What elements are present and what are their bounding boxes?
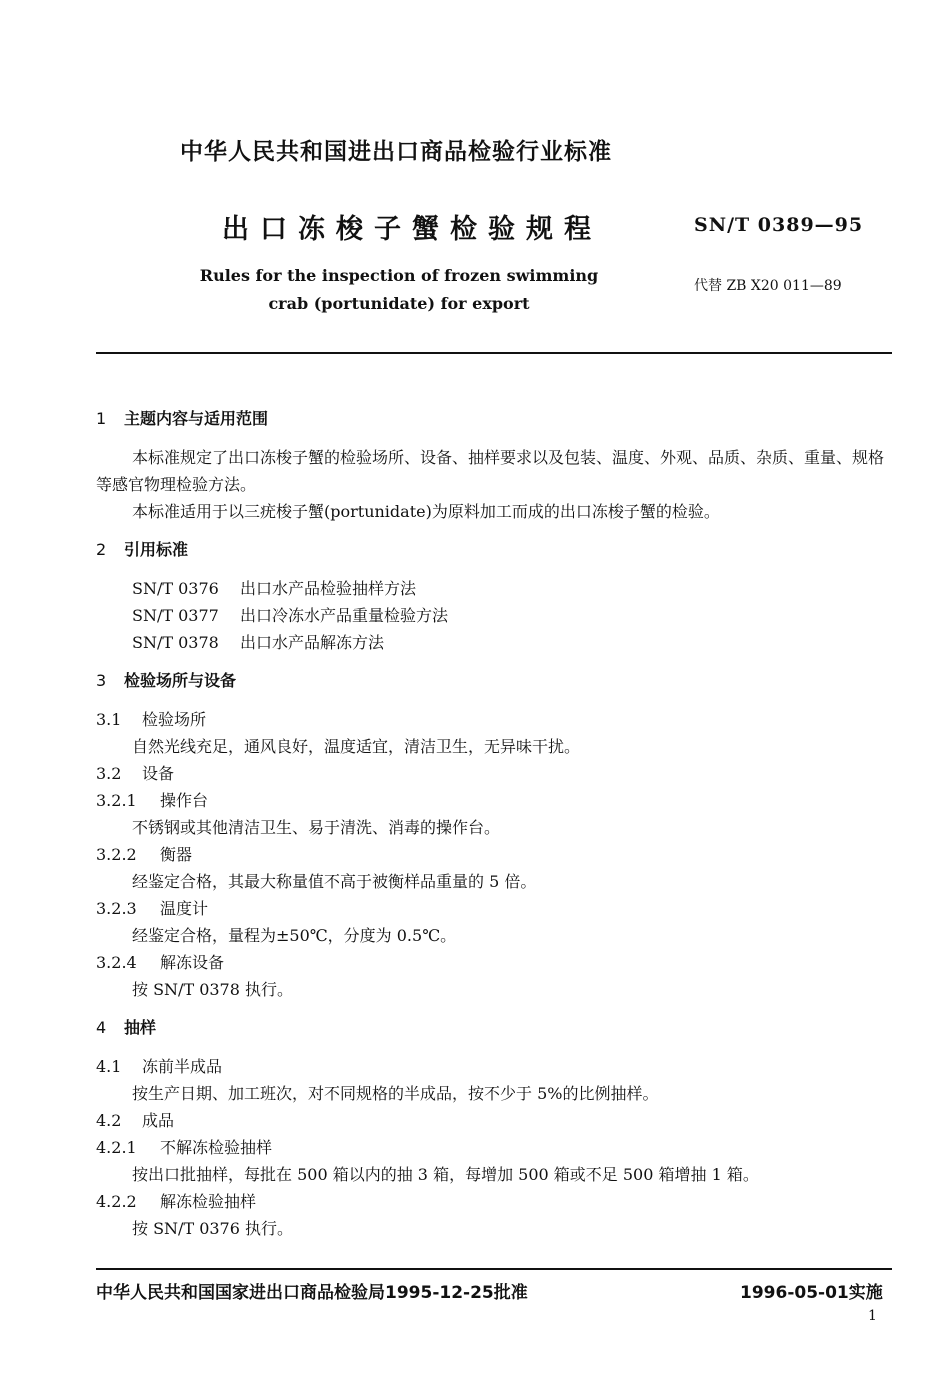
approval-statement: 中华人民共和国国家进出口商品检验局1995-12-25批准 (96, 1283, 528, 1303)
paragraph: 不锈钢或其他清洁卫生、易于清洗、消毒的操作台。 (132, 818, 501, 837)
section-heading: 2 引用标准 (96, 540, 189, 559)
effective-date: 1996-05-01实施 (740, 1283, 883, 1303)
section-heading: 3 检验场所与设备 (96, 671, 237, 690)
reference-item: SN/T 0377 出口冷冻水产品重量检验方法 (132, 606, 449, 625)
subsection-heading: 4.1 冻前半成品 (96, 1057, 223, 1076)
document-title-chinese: 出口冻梭子蟹检验规程 (222, 214, 602, 245)
paragraph: 按 SN/T 0378 执行。 (132, 980, 294, 999)
document-title-english: Rules for the inspection of frozen swimming crab (portunidate) for export (199, 266, 599, 313)
subsection-heading: 3.1 检验场所 (96, 710, 207, 729)
header-divider (96, 352, 892, 354)
document-body (96, 404, 892, 1242)
section-heading: 4 抽样 (96, 1018, 157, 1037)
subsection-heading: 4.2.1 不解冻检验抽样 (96, 1138, 273, 1157)
paragraph: 本标准适用于以三疣梭子蟹(portunidate)为原料加工而成的出口冻梭子蟹的检验。 (132, 502, 720, 521)
issuing-organization: 中华人民共和国进出口商品检验行业标准 (180, 139, 612, 165)
paragraph: 按生产日期、加工班次，对不同规格的半成品，按不少于 5%的比例抽样。 (132, 1084, 659, 1103)
paragraph: 按出口批抽样，每批在 500 箱以内的抽 3 箱，每增加 500 箱或不足 500 箱增抽 1 箱。 (132, 1165, 759, 1184)
subsection-heading: 4.2 成品 (96, 1111, 175, 1130)
subsection-heading: 3.2 设备 (96, 764, 175, 783)
paragraph: 自然光线充足，通风良好，温度适宜，清洁卫生，无异味干扰。 (132, 737, 581, 756)
subsection-heading: 3.2.4 解冻设备 (96, 953, 225, 972)
replaces-standard: 代替 ZB X20 011—89 (694, 278, 842, 294)
subsection-heading: 4.2.2 解冻检验抽样 (96, 1192, 257, 1211)
subsection-heading: 3.2.1 操作台 (96, 791, 209, 810)
subsection-heading: 3.2.3 温度计 (96, 899, 209, 918)
subsection-heading: 3.2.2 衡器 (96, 845, 193, 864)
reference-item: SN/T 0378 出口水产品解冻方法 (132, 633, 385, 652)
paragraph: 经鉴定合格，其最大称量值不高于被衡样品重量的 5 倍。 (132, 872, 537, 891)
standard-number: SN/T 0389—95 (694, 214, 864, 236)
paragraph: 本标准规定了出口冻梭子蟹的检验场所、设备、抽样要求以及包装、温度、外观、品质、杂质、重量、规格等感官物理检验方法。 (96, 448, 885, 494)
paragraph: 按 SN/T 0376 执行。 (132, 1219, 294, 1238)
page-number: 1 (868, 1308, 877, 1324)
paragraph: 经鉴定合格，量程为±50℃，分度为 0.5℃。 (132, 926, 457, 945)
reference-item: SN/T 0376 出口水产品检验抽样方法 (132, 579, 417, 598)
footer-divider (96, 1268, 892, 1270)
section-heading: 1 主题内容与适用范围 (96, 409, 269, 428)
